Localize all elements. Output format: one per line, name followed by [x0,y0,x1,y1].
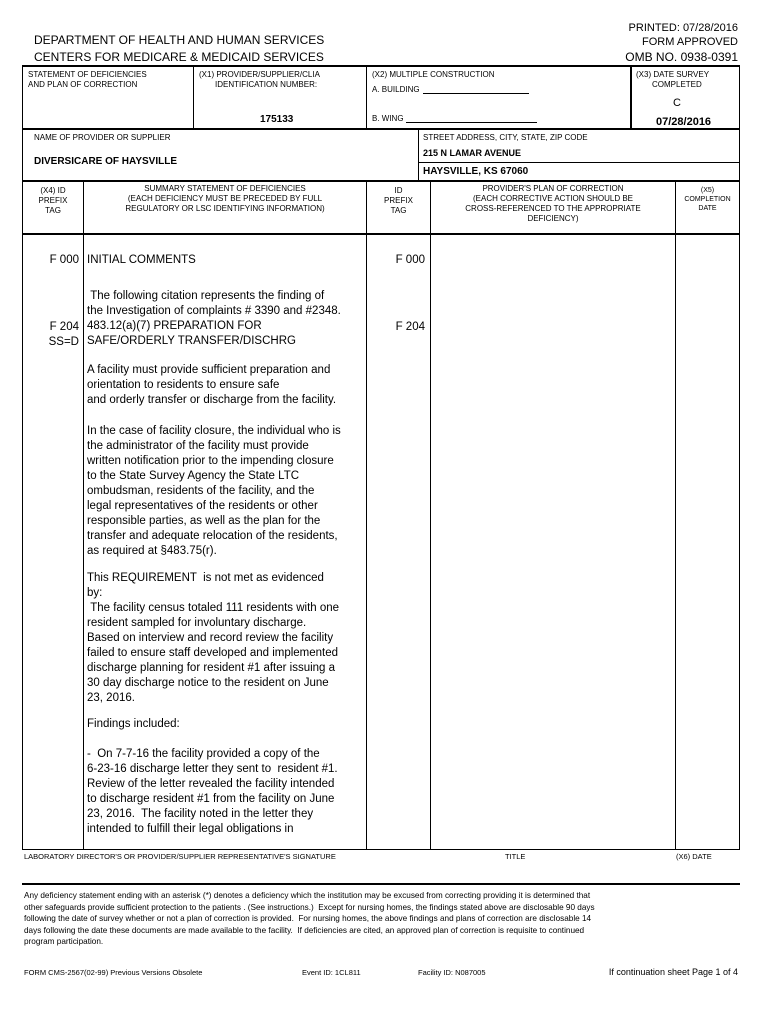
event-id: Event ID: 1CL811 [302,968,361,977]
x4-header-line: TAG [45,206,61,215]
divider [22,849,740,850]
form-id: FORM CMS-2567(02-99) Previous Versions Obsolete [24,968,203,977]
tag-f204-left: F 204 [49,321,79,333]
statement-label-2: AND PLAN OF CORRECTION [28,80,138,89]
x5-header-line: DATE [698,205,717,212]
agency-line-2: CENTERS FOR MEDICARE & MEDICAID SERVICES [34,50,324,64]
facility-id: Facility ID: N087005 [418,968,486,977]
divider [418,129,419,181]
city-state-zip: HAYSVILLE, KS 67060 [423,166,529,177]
omb-number: OMB NO. 0938-0391 [625,50,738,64]
divider [418,162,740,163]
id-header-line: TAG [390,206,407,215]
divider [430,181,431,850]
signature-rule [22,883,740,885]
requirement-not-met: This REQUIREMENT is not met as evidenced by: The facility census totaled 111 residents with one resident sampled for involuntary discharge. Based on interview and record review the facility failed to ensure staff developed and implemented discharge planning for resident #1 after issuing a 30 day discharge notice to the resident on June 23, 2016. [87,572,340,704]
plan-header [431,184,675,224]
regulation-paragraph-2: In the case of facility closure, the individual who is the administrator of the facility must provide written notification prior to the impending closure to the State Survey Agency the State LTC ombudsman, residents of the facility, and the legal representatives of the residents or other responsible parties, as well as the plan for the transfer and adequate relocation of the residents, as required at §483.75(r). [87,425,341,557]
plan-header-line: DEFICIENCY) [527,214,579,223]
building-field [423,93,529,94]
citation-intro: The following citation represents the finding of the Investigation of complaints # 3390 and #2348. 483.12(a)(7) PREPARATION FOR SAFE/ORDERLY TRANSFER/DISCHRG [87,290,341,347]
x3-label-1: (X3) DATE SURVEY [636,70,710,79]
plan-header-line: (EACH CORRECTIVE ACTION SHOULD BE [472,194,634,203]
divider [366,66,367,129]
date-label: (X6) DATE [676,852,712,861]
id-header-line: ID [394,186,403,195]
x3-label-2: COMPLETED [652,80,702,89]
summary-header-line: (EACH DEFICIENCY MUST BE PRECEDED BY FULL [127,194,323,203]
summary-header [84,184,366,214]
completion-header [676,186,739,213]
provider-name: DIVERSICARE OF HAYSVILLE [34,156,177,167]
building-label: A. BUILDING [372,85,420,94]
title-label: TITLE [505,852,526,861]
tag-f000-right: F 000 [395,254,425,266]
right-border [739,65,740,850]
scope-severity: SS=D [48,336,79,348]
provider-name-label: NAME OF PROVIDER OR SUPPLIER [34,133,171,142]
x5-header-line: COMPLETION [684,196,731,203]
disclaimer-text: Any deficiency statement ending with an asterisk (*) denotes a deficiency which the institution may be excused from correcting providing it is determined that other safeguards provide sufficient protection to the patients . (See instructions.) Except for nursing homes, the findings stated above are disclosable 90 days following the date of survey whether or not a plan of correction is provided. For nursing homes, the above findings and plans of correction are disclosable 14 days following the date these documents are made available to the facility. If deficiencies are cited, an approved plan of correction is requisite to continued program participation. [24,891,595,946]
x1-label-1: (X1) PROVIDER/SUPPLIER/CLIA [199,70,320,79]
wing-field [406,122,537,123]
divider [630,66,632,129]
finding-item-1: - On 7-7-16 the facility provided a copy of the 6-23-16 discharge letter they sent to resident #1. Review of the letter revealed the facility intended to discharge resident #1 from the facility on June 23, 2016. The facility noted in the letter they intended to fulfill their legal obligations in [87,748,338,835]
x1-label-2: IDENTIFICATION NUMBER: [215,80,318,89]
plan-header-line: CROSS-REFERENCED TO THE APPROPRIATE [465,204,641,213]
provider-id: 175133 [260,114,294,125]
divider [366,181,367,850]
divider [22,128,740,130]
summary-header-line: SUMMARY STATEMENT OF DEFICIENCIES [144,184,306,193]
statement-label-1: STATEMENT OF DEFICIENCIES [28,70,147,79]
page-indicator: If continuation sheet Page 1 of 4 [608,967,738,977]
divider [22,233,740,235]
wing-label: B. WING [372,114,404,123]
survey-type-letter: C [673,97,681,109]
x4-header-line: (X4) ID [40,186,66,195]
survey-date: 07/28/2016 [656,116,712,128]
street-address: 215 N LAMAR AVENUE [423,148,522,158]
divider [22,180,740,182]
id-prefix-header [367,186,430,216]
findings-heading: Findings included: [87,718,180,730]
divider [675,181,676,850]
left-border [22,65,23,850]
divider [83,181,84,850]
initial-comments: INITIAL COMMENTS [87,254,196,266]
tag-f204-right: F 204 [395,321,425,333]
id-header-line: PREFIX [384,196,413,205]
plan-header-line: PROVIDER'S PLAN OF CORRECTION [482,184,624,193]
tag-f000-left: F 000 [49,254,79,266]
form-approved: FORM APPROVED [642,36,738,48]
address-label: STREET ADDRESS, CITY, STATE, ZIP CODE [423,133,588,142]
regulation-paragraph-1: A facility must provide sufficient preparation and orientation to residents to ensure safe and orderly transfer or discharge from the facility. [87,364,337,406]
divider [193,66,194,129]
x5-header-line: (X5) [700,187,715,194]
x2-label: (X2) MULTIPLE CONSTRUCTION [372,70,495,79]
signature-label: LABORATORY DIRECTOR'S OR PROVIDER/SUPPLIER REPRESENTATIVE'S SIGNATURE [24,852,336,861]
printed-date: PRINTED: 07/28/2016 [628,22,738,34]
agency-line-1: DEPARTMENT OF HEALTH AND HUMAN SERVICES [34,33,325,47]
x4-header-line: PREFIX [38,196,68,205]
summary-header-line: REGULATORY OR LSC IDENTIFYING INFORMATION) [125,204,325,213]
x4-header [23,186,83,216]
top-rule [22,65,740,67]
